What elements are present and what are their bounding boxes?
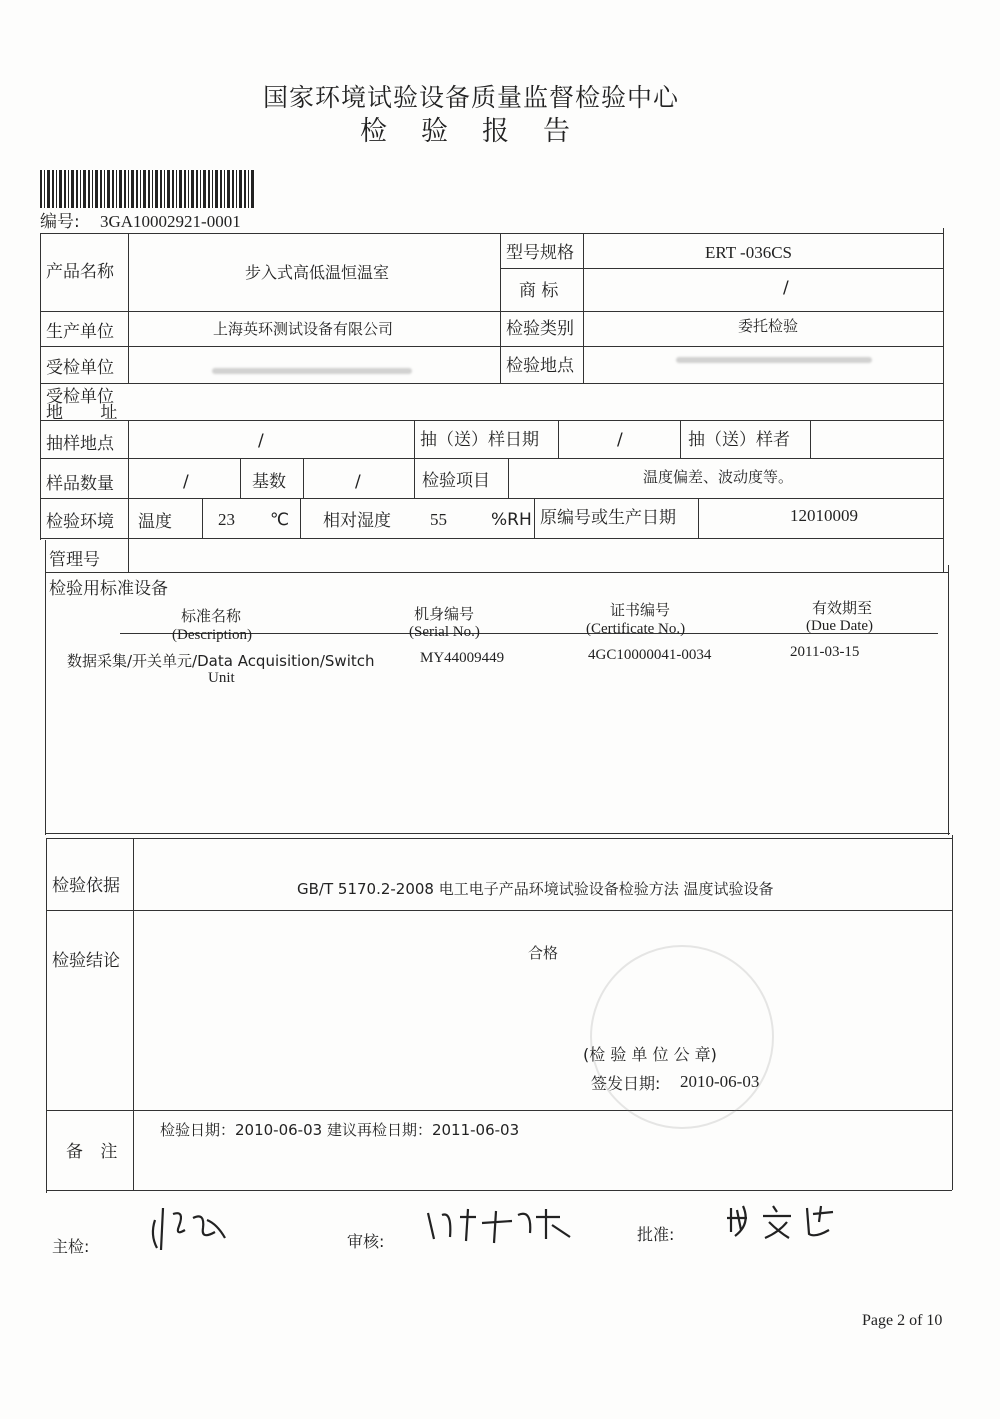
barcode bbox=[40, 170, 255, 208]
client-addr-label-1: 受检单位 bbox=[46, 387, 114, 407]
issue-date-value: 2010-06-03 bbox=[680, 1072, 760, 1091]
model-label: 型号规格 bbox=[506, 243, 574, 263]
approver-signature bbox=[725, 1200, 845, 1245]
conclusion-label: 检验结论 bbox=[52, 951, 120, 971]
category-label: 检验类别 bbox=[506, 319, 574, 339]
equip-label: 检验用标准设备 bbox=[49, 579, 168, 599]
sampling-date-label: 抽（送）样日期 bbox=[420, 430, 539, 450]
product-name-label: 产品名称 bbox=[46, 262, 114, 282]
seal-caption: (检 验 单 位 公 章) bbox=[583, 1045, 717, 1064]
equip-row-name-1: 数据采集/开关单元/Data Acquisition/Switch bbox=[67, 652, 375, 670]
product-name: 步入式高低温恒温室 bbox=[245, 263, 390, 282]
basis-text: GB/T 5170.2-2008 电工电子产品环境试验设备检验方法 温度试验设备 bbox=[297, 880, 774, 898]
issue-date-label: 签发日期: bbox=[591, 1074, 661, 1093]
equip-header-cert-cn: 证书编号 bbox=[610, 601, 671, 619]
items-value: 温度偏差、波动度等。 bbox=[643, 468, 794, 486]
redacted-client bbox=[212, 368, 412, 374]
category-value: 委托检验 bbox=[738, 317, 799, 335]
official-seal bbox=[590, 945, 774, 1129]
page-number: Page 2 of 10 bbox=[862, 1312, 943, 1329]
rh-value: 55 bbox=[430, 510, 447, 529]
equip-header-name-en: (Description) bbox=[172, 627, 252, 643]
equip-header-name-cn: 标准名称 bbox=[181, 607, 242, 625]
sampling-site-label: 抽样地点 bbox=[46, 434, 114, 454]
brand-value: / bbox=[783, 278, 789, 298]
remarks-text: 检验日期：2010-06-03 建议再检日期：2011-06-03 bbox=[160, 1121, 520, 1139]
orig-no-value: 12010009 bbox=[790, 506, 858, 525]
sampler-label: 抽（送）样者 bbox=[688, 430, 790, 450]
reviewer-signature bbox=[420, 1203, 580, 1248]
manufacturer-label: 生产单位 bbox=[46, 322, 114, 342]
remarks-label: 备 注 bbox=[66, 1142, 124, 1162]
mgmt-label: 管理号 bbox=[49, 550, 100, 570]
equip-header-serial-cn: 机身编号 bbox=[414, 605, 475, 623]
rh-label: 相对湿度 bbox=[323, 511, 391, 531]
qty-label: 样品数量 bbox=[46, 474, 114, 494]
sampling-site-value: / bbox=[258, 431, 264, 451]
equip-row-serial: MY44009449 bbox=[420, 650, 505, 666]
basis-label: 检验依据 bbox=[52, 876, 120, 896]
manufacturer-value: 上海英环测试设备有限公司 bbox=[213, 320, 394, 338]
report-title: 检验报告 bbox=[360, 116, 604, 147]
qty-value: / bbox=[183, 472, 189, 492]
report-no-label: 编号: bbox=[40, 212, 80, 232]
org-title: 国家环境试验设备质量监督检验中心 bbox=[263, 83, 680, 112]
base-label: 基数 bbox=[252, 472, 286, 492]
site-label: 检验地点 bbox=[506, 356, 574, 376]
client-label: 受检单位 bbox=[46, 358, 114, 378]
inspector-signature bbox=[145, 1200, 235, 1255]
temp-label: 温度 bbox=[138, 512, 172, 532]
model-value: ERT -036CS bbox=[705, 243, 792, 262]
base-value: / bbox=[355, 472, 361, 492]
equip-header-due-en: (Due Date) bbox=[806, 618, 874, 634]
brand-label: 商 标 bbox=[519, 281, 559, 301]
equip-row-name-2: Unit bbox=[208, 670, 235, 686]
equip-row-due: 2011-03-15 bbox=[790, 644, 860, 660]
rh-unit: %RH bbox=[491, 510, 532, 530]
equip-header-cert-en: (Certificate No.) bbox=[586, 621, 686, 637]
redacted-site bbox=[676, 357, 872, 363]
equip-header-serial-en: (Serial No.) bbox=[409, 624, 480, 640]
items-label: 检验项目 bbox=[422, 471, 490, 491]
env-label: 检验环境 bbox=[46, 512, 114, 532]
inspector-label: 主检: bbox=[52, 1237, 90, 1256]
temp-value: 23 bbox=[218, 510, 235, 529]
approver-label: 批准: bbox=[637, 1225, 675, 1244]
temp-unit: ℃ bbox=[270, 510, 290, 530]
report-no: 3GA10002921-0001 bbox=[100, 212, 241, 231]
conclusion-result: 合格 bbox=[528, 944, 559, 962]
client-addr-label-2: 地 址 bbox=[46, 403, 134, 423]
sampling-date-value: / bbox=[617, 430, 623, 450]
equip-row-cert: 4GC10000041-0034 bbox=[588, 647, 712, 663]
orig-no-label: 原编号或生产日期 bbox=[540, 508, 676, 528]
equip-header-due-cn: 有效期至 bbox=[812, 599, 873, 617]
reviewer-label: 审核: bbox=[347, 1232, 385, 1251]
